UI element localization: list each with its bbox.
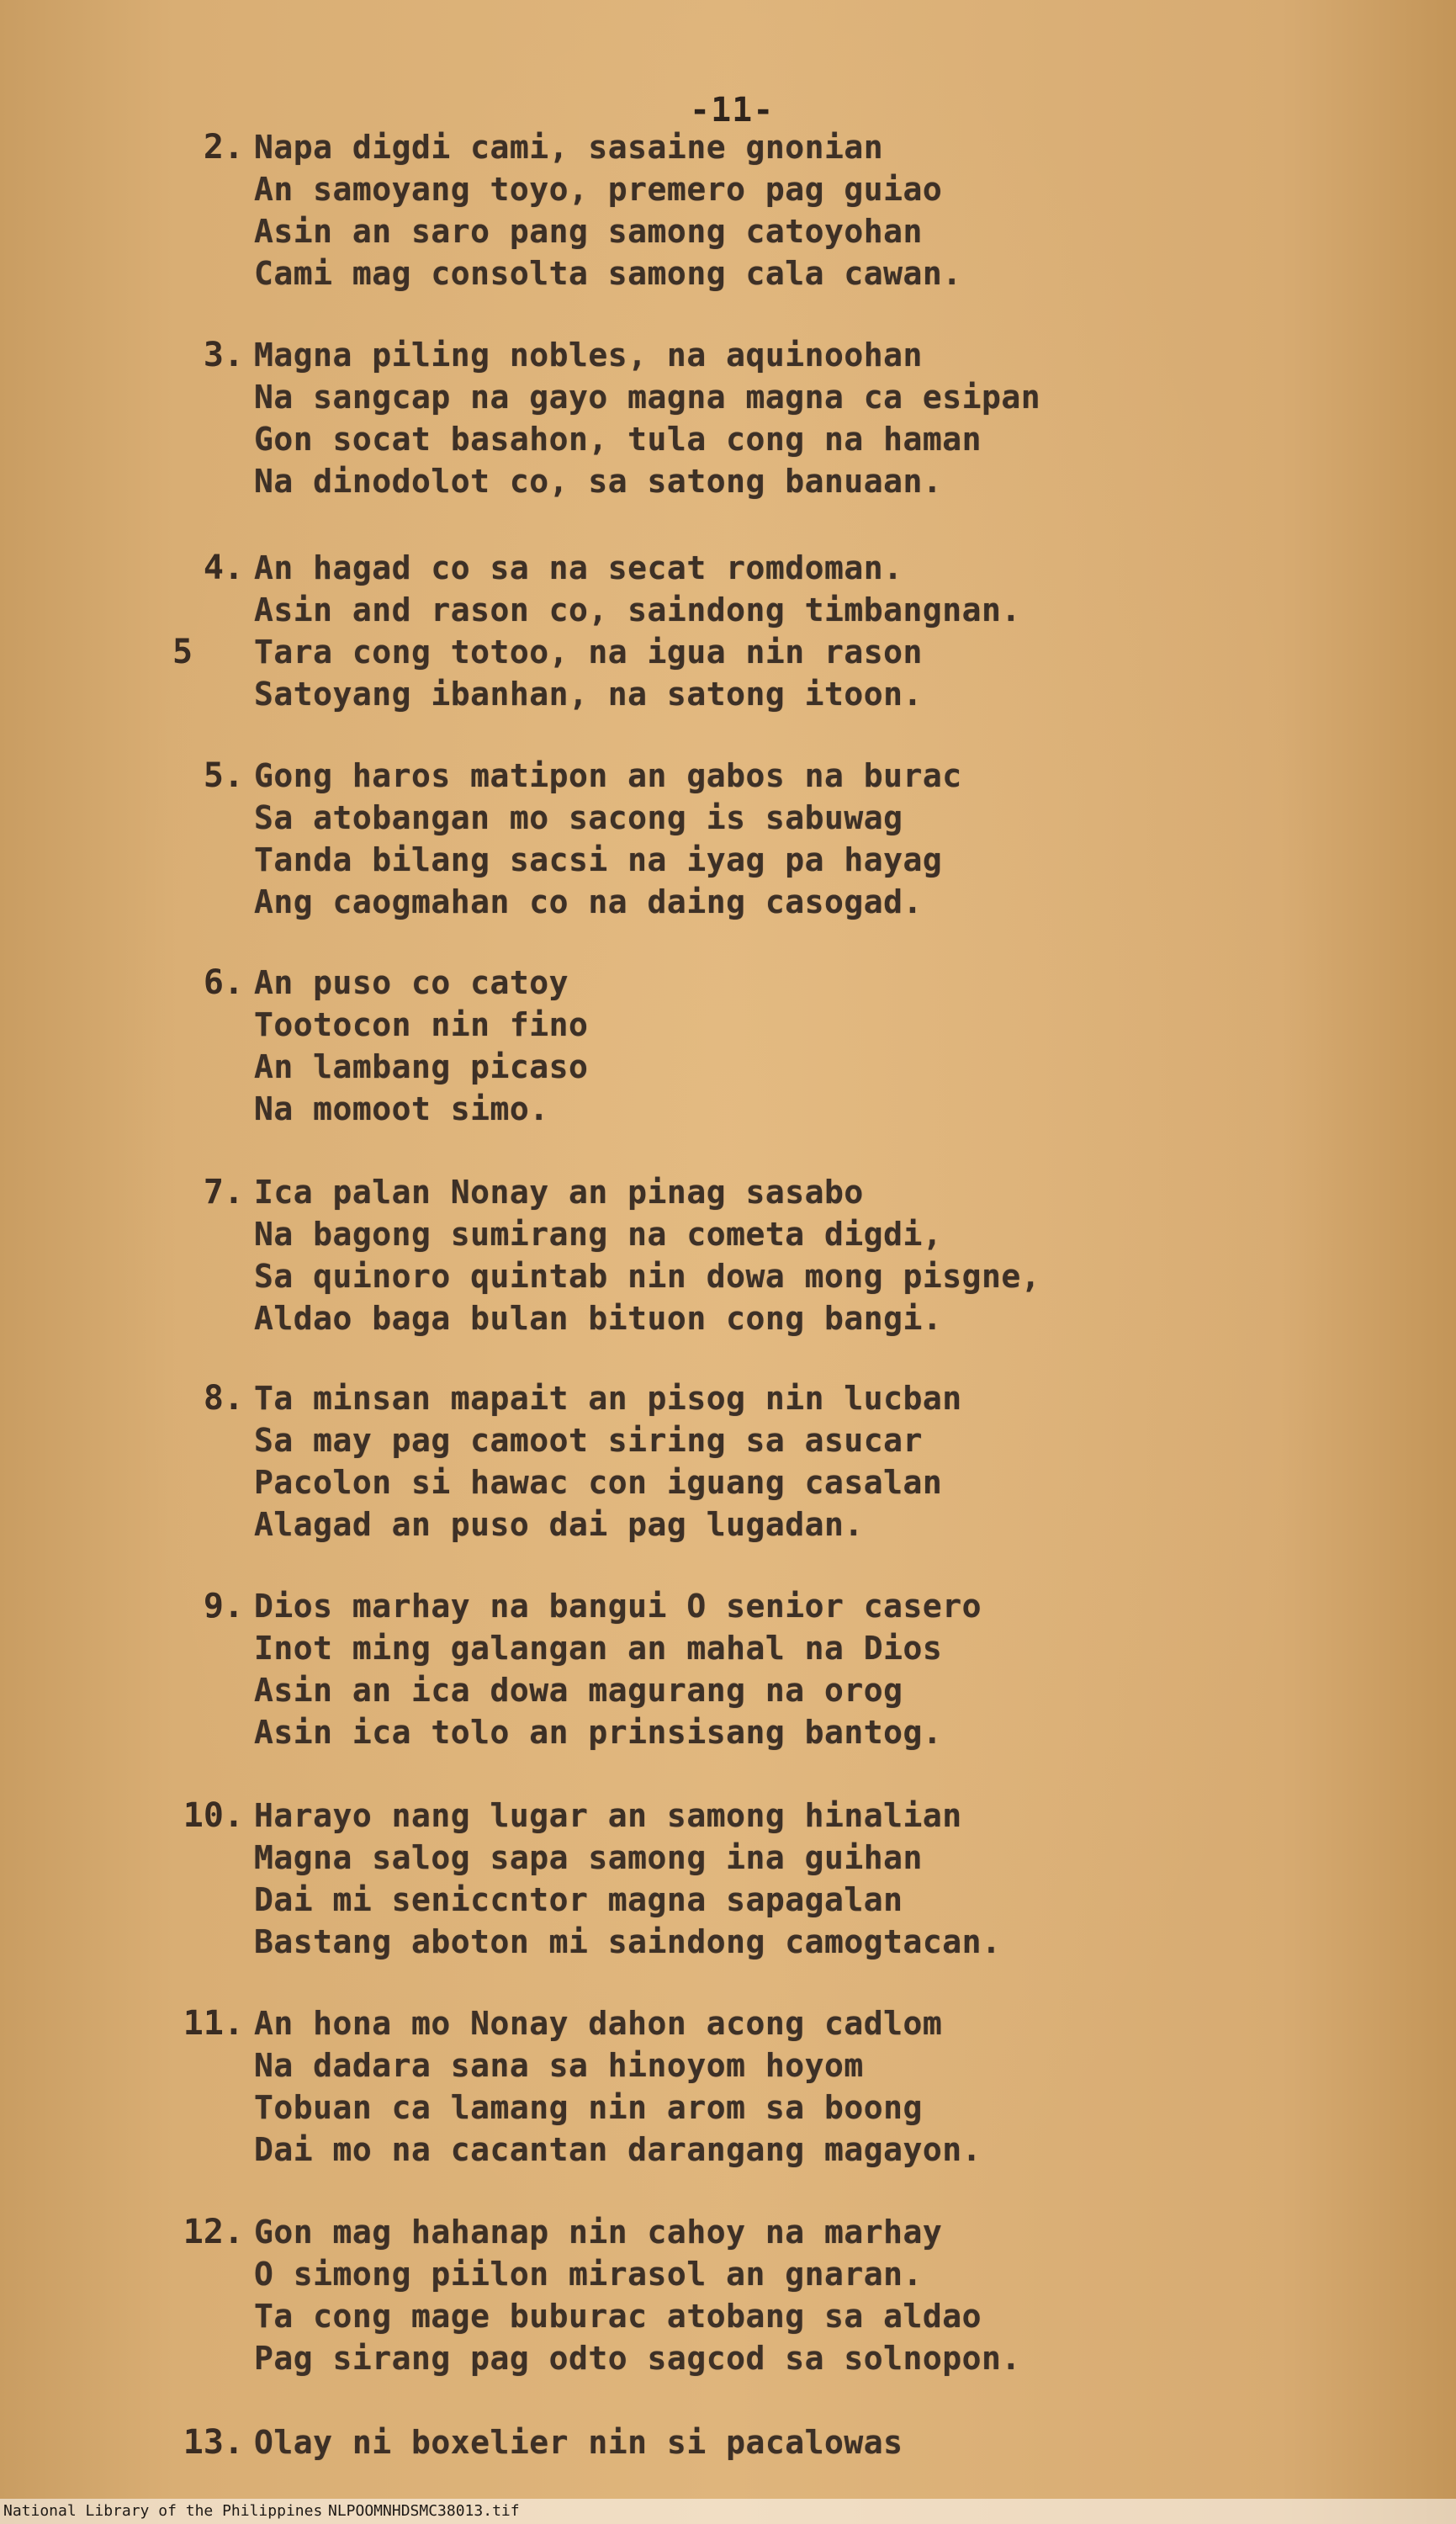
stanza-number: 9. [203,1587,244,1625]
verse-line: An samoyang toyo, premero pag guiao [254,171,943,208]
stanza-number: 8. [203,1379,244,1418]
verse-line: An hona mo Nonay dahon acong cadlom [254,2005,943,2042]
verse-line: Gong haros matipon an gabos na burac [254,757,962,794]
verse-line: Asin an saro pang samong catoyohan [254,213,923,250]
verse-line: Aldao baga bulan bituon cong bangi. [254,1300,943,1337]
stanza-number: 13. [183,2423,244,2462]
stanza-lines [254,1795,1381,1963]
verse-line: Tobuan ca lamang nin arom sa boong [254,2089,923,2126]
verse-line: An lambang picaso [254,1048,589,1085]
verse-line: Harayo nang lugar an samong hinalian [254,1797,962,1834]
stanza-lines [254,1171,1381,1339]
verse-line: O simong piilon mirasol an gnaran. [254,2256,923,2293]
stanza-number: 6. [203,963,244,1002]
stanza-lines [254,2211,1381,2379]
verse-line: Tootocon nin fino [254,1006,589,1043]
verse-line: Ang caogmahan co na daing casogad. [254,883,923,920]
library-credit: National Library of the Philippines [3,2502,323,2520]
page-number: -11- [690,91,775,130]
verse-line: Magna piling nobles, na aquinoohan [254,337,923,374]
stanza-number: 5. [203,756,244,795]
stanza-lines [254,334,1381,502]
verse-line: Na sangcap na gayo magna magna ca esipan [254,379,1041,416]
verse-line: Bastang aboton mi saindong camogtacan. [254,1923,1002,1960]
stanza-number: 10. [183,1796,244,1835]
verse-line: Ica palan Nonay an pinag sasabo [254,1174,864,1211]
verse-line: Asin ica tolo an prinsisang bantog. [254,1714,943,1751]
stanza-lines [254,1585,1381,1753]
verse-line: Ta cong mage buburac atobang sa aldao [254,2298,982,2335]
stanza-number: 3. [203,336,244,374]
verse-line: An hagad co sa na secat romdoman. [254,549,903,586]
verse-line: Tanda bilang sacsi na iyag pa hayag [254,841,943,878]
verse-line: Alagad an puso dai pag lugadan. [254,1506,864,1543]
verse-line: Napa digdi cami, sasaine gnonian [254,129,884,166]
verse-line: Na dadara sana sa hinoyom hoyom [254,2047,864,2084]
verse-line: Asin an ica dowa magurang na orog [254,1672,903,1709]
scan-footer [0,2499,1456,2524]
verse-line: Ta minsan mapait an pisog nin lucban [254,1380,962,1417]
verse-line: Sa may pag camoot siring sa asucar [254,1422,923,1459]
stanza-number: 7. [203,1173,244,1212]
stanza-number: 4. [203,549,244,587]
stanza-number: 2. [203,128,244,167]
stanza-number: 11. [183,2004,244,2043]
verse-line: Gon mag hahanap nin cahoy na marhay [254,2214,943,2251]
verse-line: Na dinodolot co, sa satong banuaan. [254,463,943,500]
verse-line: Olay ni boxelier nin si pacalowas [254,2424,903,2461]
verse-line: Tara cong totoo, na igua nin rason [254,634,923,671]
verse-line: Dai mo na cacantan darangang magayon. [254,2131,982,2168]
stanza-lines [254,547,1381,715]
stanza-lines [254,755,1381,923]
verse-line: Magna salog sapa samong ina guihan [254,1839,923,1876]
stanza-lines [254,2002,1381,2171]
verse-line: Inot ming galangan an mahal na Dios [254,1630,943,1667]
verse-line: Gon socat basahon, tula cong na haman [254,421,982,458]
stanza-lines [254,962,1381,1130]
verse-line: Dios marhay na bangui O senior casero [254,1588,982,1625]
verse-line: Asin and rason co, saindong timbangnan. [254,591,1021,628]
verse-line: Pag sirang pag odto sagcod sa solnopon. [254,2340,1021,2377]
verse-line: Na bagong sumirang na cometa digdi, [254,1216,943,1253]
verse-line: Cami mag consolta samong cala cawan. [254,255,962,292]
verse-line: Satoyang ibanhan, na satong itoon. [254,676,923,713]
margin-mark: 5 [172,633,193,671]
verse-line: Sa atobangan mo sacong is sabuwag [254,799,903,836]
scan-filename: NLPOOMNHDSMC38013.tif [328,2502,520,2520]
stanza-lines [254,1377,1381,1546]
verse-line: Na momoot simo. [254,1090,549,1127]
verse-line: Pacolon si hawac con iguang casalan [254,1464,943,1501]
verse-line: Sa quinoro quintab nin dowa mong pisgne, [254,1258,1041,1295]
stanza-lines [254,126,1381,294]
stanza-number: 12. [183,2213,244,2251]
verse-line: An puso co catoy [254,964,569,1001]
stanza-lines [254,2421,1381,2463]
verse-line: Dai mi seniccntor magna sapagalan [254,1881,903,1918]
